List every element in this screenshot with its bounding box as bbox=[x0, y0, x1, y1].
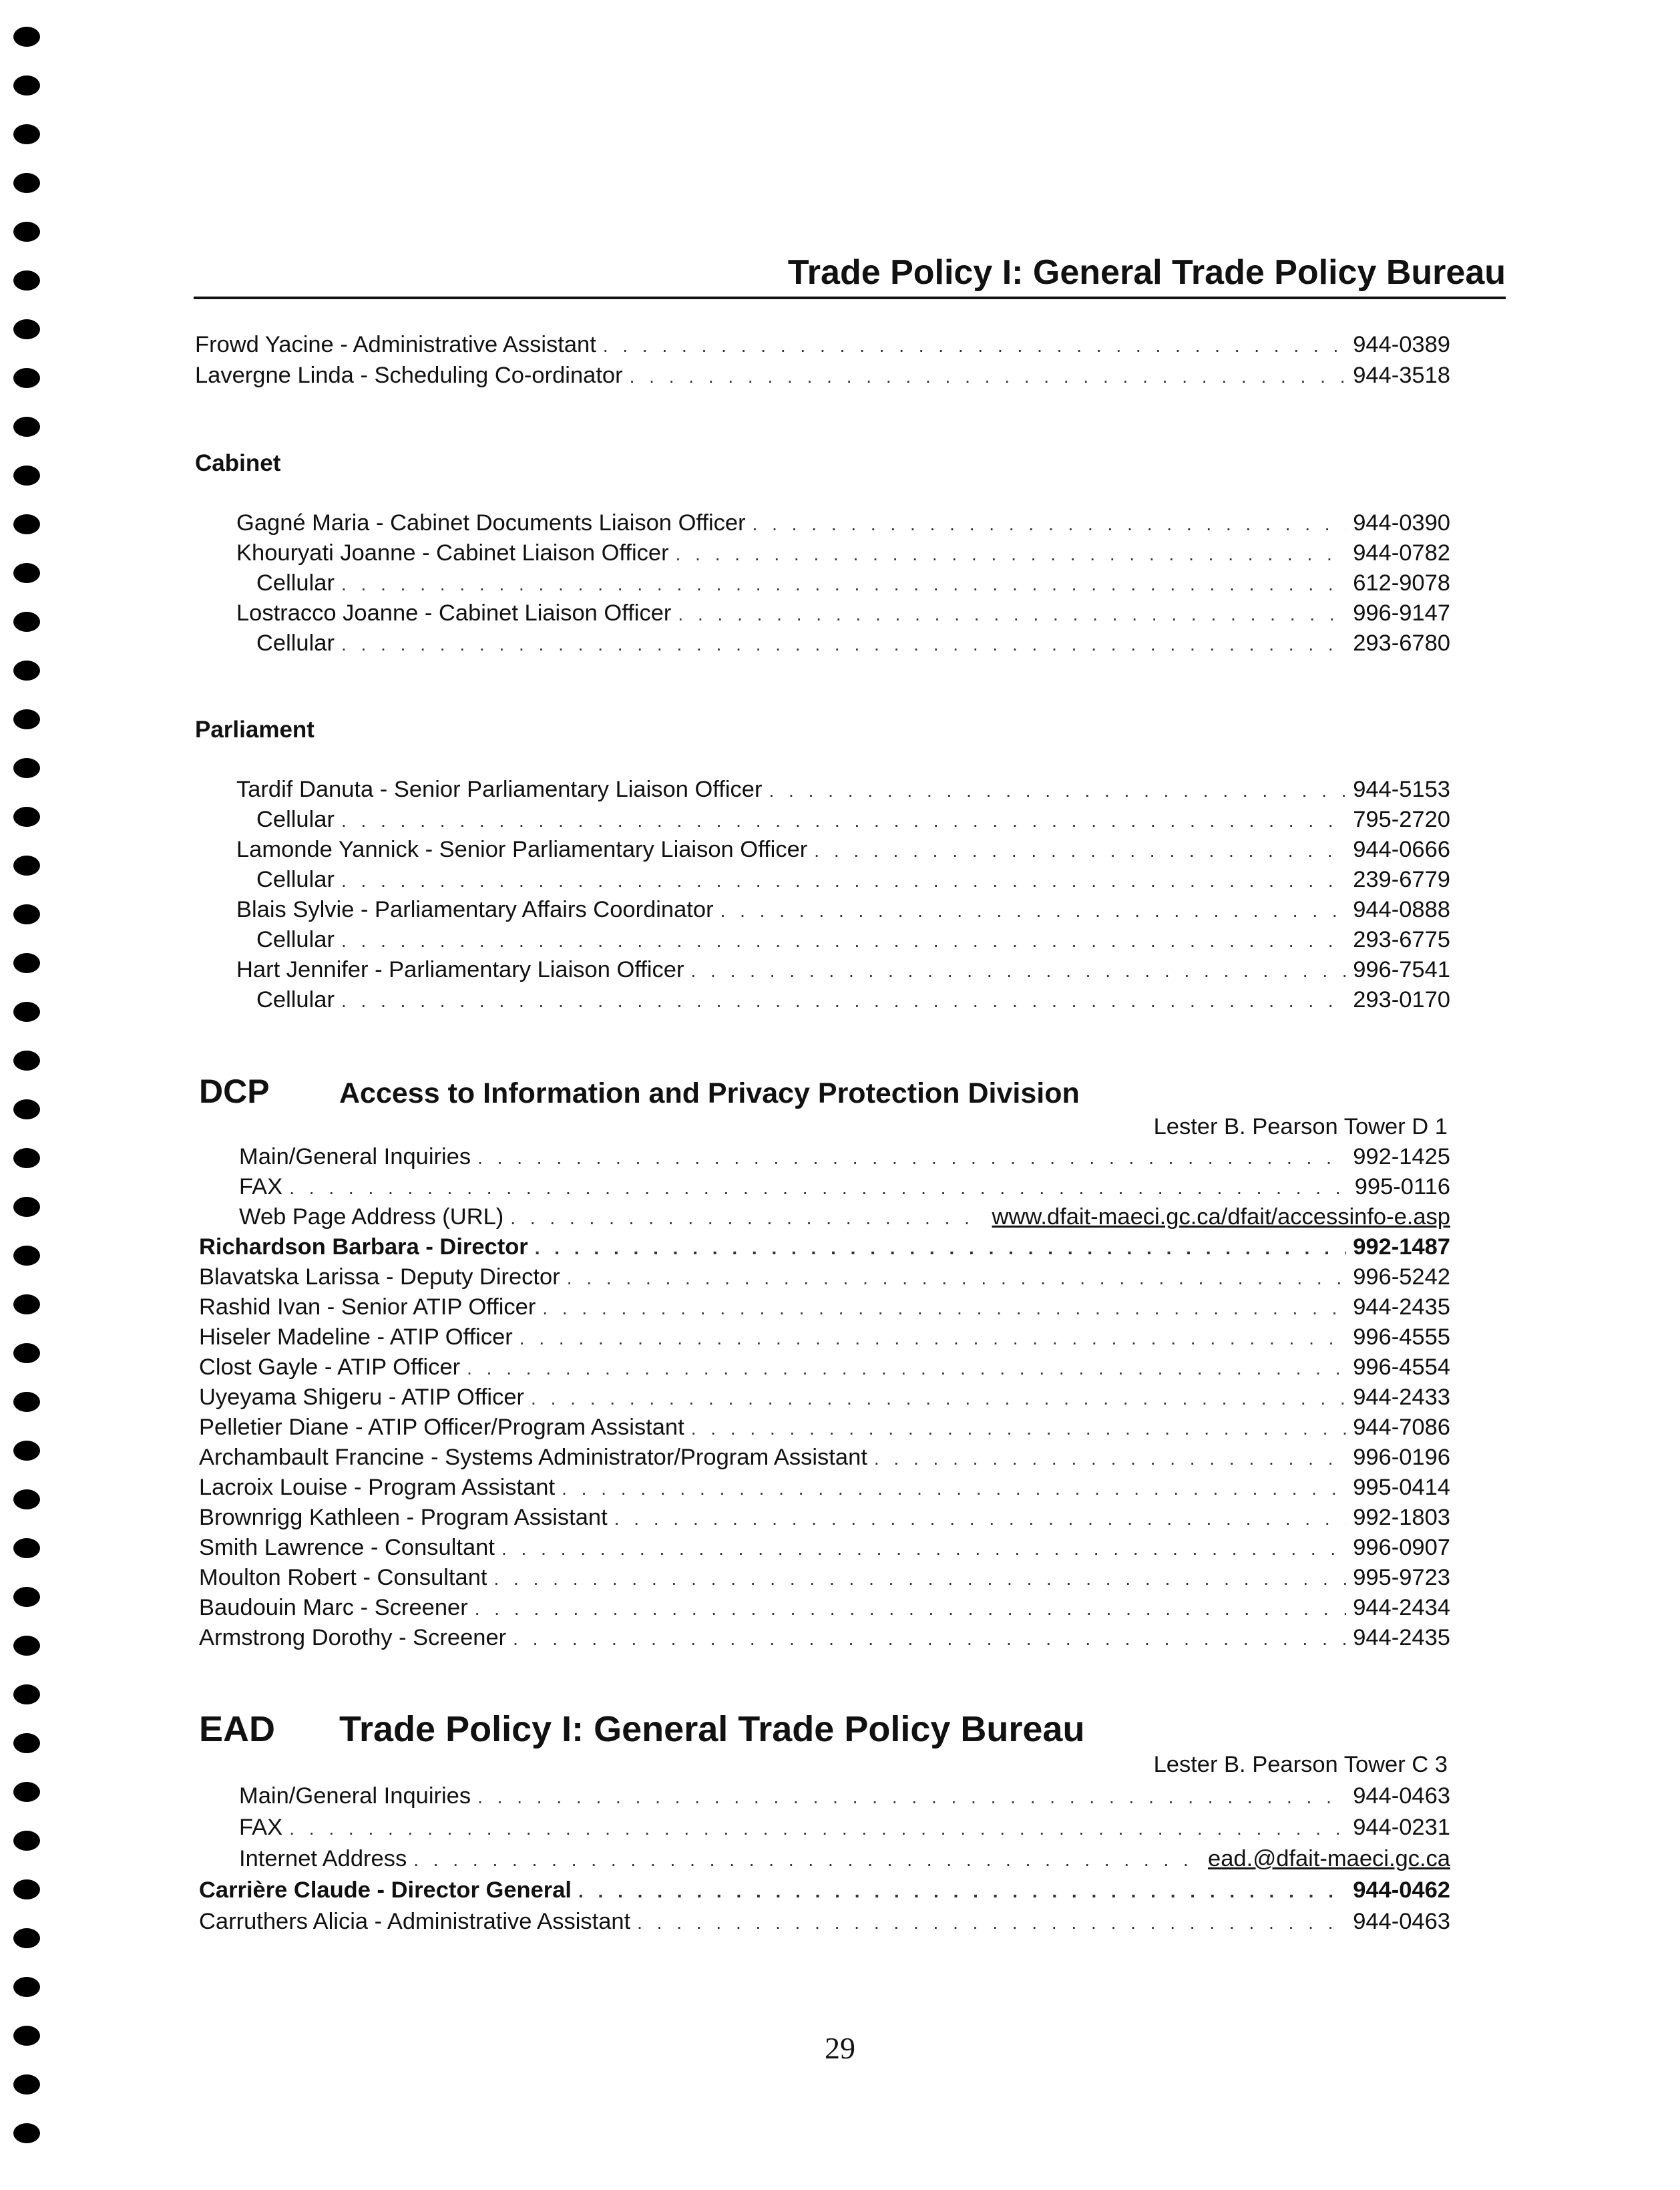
list-item bbox=[199, 1385, 1450, 1414]
entry-phone: 293-6775 bbox=[1353, 927, 1450, 952]
entry-label: Frowd Yacine - Administrative Assistant bbox=[195, 332, 596, 357]
dot-leader bbox=[535, 1238, 1346, 1259]
binder-hole bbox=[13, 563, 40, 583]
binder-hole bbox=[13, 612, 40, 632]
dot-leader bbox=[341, 930, 1346, 952]
binder-hole bbox=[13, 1782, 40, 1802]
entry-label: Main/General Inquiries bbox=[239, 1783, 471, 1809]
entry-label: Armstrong Dorothy - Screener bbox=[199, 1625, 507, 1650]
dot-leader bbox=[691, 1418, 1346, 1439]
binder-hole bbox=[13, 1099, 40, 1119]
entry-label: FAX bbox=[239, 1174, 283, 1200]
list-item bbox=[236, 777, 1450, 806]
entry-label: Smith Lawrence - Consultant bbox=[199, 1535, 495, 1560]
dot-leader bbox=[413, 1849, 1201, 1871]
dot-leader bbox=[289, 1177, 1348, 1199]
list-item bbox=[256, 867, 1450, 896]
binder-hole bbox=[13, 709, 40, 729]
division-title: Access to Information and Privacy Protection Division bbox=[339, 1077, 1080, 1109]
entry-phone: 944-2433 bbox=[1353, 1385, 1450, 1410]
entry-phone: 944-0389 bbox=[1353, 332, 1450, 357]
dot-leader bbox=[562, 1478, 1346, 1499]
list-item bbox=[236, 540, 1450, 570]
dot-leader bbox=[513, 1628, 1346, 1650]
binder-hole bbox=[13, 1636, 40, 1656]
entry-phone: 944-0463 bbox=[1353, 1783, 1450, 1809]
binder-hole bbox=[13, 904, 40, 924]
list-item bbox=[199, 1909, 1450, 1938]
entry-label: Cellular bbox=[256, 927, 335, 952]
binder-hole bbox=[13, 1051, 40, 1071]
binder-hole bbox=[13, 1587, 40, 1607]
list-item bbox=[199, 1475, 1450, 1504]
entry-phone: 239-6779 bbox=[1353, 867, 1450, 892]
entry-phone: 995-0116 bbox=[1354, 1174, 1450, 1200]
dot-leader bbox=[603, 335, 1346, 357]
dot-leader bbox=[678, 604, 1346, 625]
email-link[interactable]: ead.@dfait-maeci.gc.ca bbox=[1208, 1846, 1450, 1871]
entry-phone: 995-9723 bbox=[1353, 1565, 1450, 1590]
list-item bbox=[239, 1144, 1450, 1173]
binder-hole bbox=[13, 1538, 40, 1558]
list-item bbox=[236, 957, 1450, 986]
dot-leader bbox=[720, 900, 1347, 922]
list-item bbox=[199, 1625, 1450, 1654]
entry-phone: 293-0170 bbox=[1353, 987, 1450, 1013]
section-heading-parliament: Parliament bbox=[195, 717, 314, 743]
binder-hole bbox=[13, 1441, 40, 1461]
binder-hole bbox=[13, 2074, 40, 2094]
entry-label: Internet Address bbox=[239, 1846, 407, 1871]
binder-hole bbox=[13, 1684, 40, 1704]
dot-leader bbox=[630, 366, 1347, 387]
entry-phone: 944-0390 bbox=[1353, 510, 1450, 536]
entry-phone: 944-0462 bbox=[1353, 1877, 1450, 1903]
entry-phone: 944-5153 bbox=[1353, 777, 1450, 802]
list-item bbox=[239, 1783, 1450, 1813]
list-item bbox=[239, 1815, 1450, 1844]
dot-leader bbox=[814, 840, 1346, 862]
entry-label: Richardson Barbara - Director bbox=[199, 1234, 528, 1260]
division-location: Lester B. Pearson Tower D 1 bbox=[1153, 1114, 1448, 1139]
binder-hole bbox=[13, 1392, 40, 1412]
entry-phone: 996-5242 bbox=[1353, 1264, 1450, 1290]
dot-leader bbox=[753, 514, 1347, 535]
list-item bbox=[199, 1505, 1450, 1534]
dot-leader bbox=[510, 1208, 985, 1229]
entry-phone: 293-6780 bbox=[1353, 630, 1450, 656]
dot-leader bbox=[614, 1508, 1346, 1529]
list-item bbox=[199, 1234, 1450, 1264]
dot-leader bbox=[769, 780, 1346, 801]
entry-phone: 996-4555 bbox=[1353, 1324, 1450, 1350]
entry-label: Web Page Address (URL) bbox=[239, 1204, 504, 1230]
dot-leader bbox=[477, 1787, 1346, 1808]
entry-phone: 944-3518 bbox=[1353, 363, 1450, 388]
binder-hole bbox=[13, 514, 40, 534]
binder-hole bbox=[13, 1148, 40, 1168]
dot-leader bbox=[874, 1448, 1346, 1469]
division-code: DCP bbox=[199, 1073, 270, 1110]
binder-hole bbox=[13, 1928, 40, 1948]
binder-hole bbox=[13, 27, 40, 47]
division-title: Trade Policy I: General Trade Policy Bureau bbox=[339, 1709, 1085, 1749]
binder-hole bbox=[13, 124, 40, 144]
entry-phone: 995-0414 bbox=[1353, 1475, 1450, 1500]
division-heading-dcp bbox=[199, 1072, 1080, 1112]
binder-hole bbox=[13, 75, 40, 96]
entry-phone: 996-4554 bbox=[1353, 1354, 1450, 1380]
entry-phone: 944-0463 bbox=[1353, 1909, 1450, 1934]
entry-phone: 996-9147 bbox=[1353, 600, 1450, 626]
list-item bbox=[239, 1846, 1450, 1875]
binder-hole bbox=[13, 417, 40, 437]
list-item bbox=[256, 927, 1450, 956]
entry-label: Lavergne Linda - Scheduling Co-ordinator bbox=[195, 363, 623, 388]
dot-leader bbox=[531, 1388, 1346, 1409]
dot-leader bbox=[477, 1147, 1346, 1169]
list-item bbox=[256, 807, 1450, 836]
page-number: 29 bbox=[825, 2031, 855, 2065]
entry-label: Blais Sylvie - Parliamentary Affairs Coordinator bbox=[236, 897, 714, 922]
entry-label: Moulton Robert - Consultant bbox=[199, 1565, 487, 1590]
entry-label: Archambault Francine - Systems Administrator/Program Assistant bbox=[199, 1445, 867, 1470]
page-header bbox=[194, 252, 1506, 299]
binder-hole bbox=[13, 953, 40, 973]
entry-label: Gagné Maria - Cabinet Documents Liaison Officer bbox=[236, 510, 746, 536]
binder-hole bbox=[13, 758, 40, 778]
entry-label: Brownrigg Kathleen - Program Assistant bbox=[199, 1505, 608, 1530]
list-item bbox=[195, 363, 1450, 392]
binder-hole bbox=[13, 1343, 40, 1363]
division-code: EAD bbox=[199, 1709, 276, 1749]
entry-phone: 944-0666 bbox=[1353, 837, 1450, 862]
list-item bbox=[236, 897, 1450, 926]
entry-phone: 944-7086 bbox=[1353, 1415, 1450, 1440]
list-item bbox=[236, 837, 1450, 866]
entry-phone: 992-1425 bbox=[1353, 1144, 1450, 1169]
entry-phone: 992-1487 bbox=[1353, 1234, 1450, 1260]
dot-leader bbox=[341, 990, 1346, 1012]
list-item bbox=[199, 1595, 1450, 1624]
entry-phone: 996-0196 bbox=[1353, 1445, 1450, 1470]
binder-hole bbox=[13, 1831, 40, 1851]
list-item bbox=[199, 1264, 1450, 1294]
binder-hole bbox=[13, 368, 40, 388]
list-item bbox=[199, 1324, 1450, 1354]
entry-label: Hiseler Madeline - ATIP Officer bbox=[199, 1324, 513, 1350]
entry-label: Tardif Danuta - Senior Parliamentary Liaison Officer bbox=[236, 777, 763, 802]
dot-leader bbox=[676, 544, 1347, 565]
dot-leader bbox=[341, 574, 1346, 595]
dot-leader bbox=[289, 1818, 1346, 1839]
list-item bbox=[256, 987, 1450, 1017]
list-item bbox=[199, 1415, 1450, 1444]
list-item bbox=[239, 1204, 1450, 1234]
dot-leader bbox=[501, 1538, 1346, 1560]
binder-hole bbox=[13, 1879, 40, 1899]
dot-leader bbox=[637, 1912, 1346, 1934]
list-item bbox=[199, 1877, 1450, 1907]
entry-phone: 944-0782 bbox=[1353, 540, 1450, 566]
entry-label: Carrière Claude - Director General bbox=[199, 1877, 572, 1903]
binder-hole bbox=[13, 1197, 40, 1217]
binder-hole bbox=[13, 1733, 40, 1753]
binder-hole bbox=[13, 856, 40, 876]
entry-phone: 996-0907 bbox=[1353, 1535, 1450, 1560]
dot-leader bbox=[578, 1881, 1346, 1902]
entry-label: Blavatska Larissa - Deputy Director bbox=[199, 1264, 560, 1290]
dot-leader bbox=[467, 1358, 1346, 1379]
entry-label: Lostracco Joanne - Cabinet Liaison Officer bbox=[236, 600, 672, 626]
entry-label: Cellular bbox=[256, 630, 335, 656]
binder-hole bbox=[13, 807, 40, 827]
entry-label: Uyeyama Shigeru - ATIP Officer bbox=[199, 1385, 525, 1410]
list-item bbox=[256, 570, 1450, 600]
web-page-link[interactable]: www.dfait-maeci.gc.ca/dfait/accessinfo-e.asp bbox=[992, 1204, 1450, 1230]
dot-leader bbox=[690, 960, 1346, 982]
entry-label: Cellular bbox=[256, 867, 335, 892]
entry-phone: 795-2720 bbox=[1353, 807, 1450, 832]
dot-leader bbox=[341, 634, 1346, 655]
entry-label: FAX bbox=[239, 1815, 283, 1840]
entry-phone: 944-2435 bbox=[1353, 1625, 1450, 1650]
binder-hole bbox=[13, 2123, 40, 2143]
binder-hole bbox=[13, 661, 40, 681]
entry-label: Hart Jennifer - Parliamentary Liaison Officer bbox=[236, 957, 684, 982]
list-item bbox=[236, 600, 1450, 630]
entry-phone: 944-2435 bbox=[1353, 1294, 1450, 1320]
entry-label: Carruthers Alicia - Administrative Assistant bbox=[199, 1909, 631, 1934]
binder-hole bbox=[13, 270, 40, 291]
entry-label: Pelletier Diane - ATIP Officer/Program Assistant bbox=[199, 1415, 684, 1440]
list-item bbox=[199, 1565, 1450, 1594]
binder-hole bbox=[13, 173, 40, 193]
entry-phone: 612-9078 bbox=[1353, 570, 1450, 596]
dot-leader bbox=[475, 1598, 1346, 1620]
entry-phone: 944-2434 bbox=[1353, 1595, 1450, 1620]
list-item bbox=[199, 1535, 1450, 1564]
entry-phone: 996-7541 bbox=[1353, 957, 1450, 982]
binder-hole bbox=[13, 1489, 40, 1509]
entry-label: Lamonde Yannick - Senior Parliamentary Liaison Officer bbox=[236, 837, 808, 862]
dot-leader bbox=[493, 1568, 1346, 1590]
list-item bbox=[199, 1354, 1450, 1384]
binding-holes bbox=[7, 27, 47, 2177]
list-item bbox=[199, 1294, 1450, 1324]
list-item bbox=[199, 1445, 1450, 1474]
binder-hole bbox=[13, 319, 40, 339]
binder-hole bbox=[13, 1294, 40, 1314]
entry-label: Baudouin Marc - Screener bbox=[199, 1595, 468, 1620]
entry-label: Cellular bbox=[256, 987, 335, 1013]
binder-hole bbox=[13, 466, 40, 486]
entry-label: Lacroix Louise - Program Assistant bbox=[199, 1475, 556, 1500]
list-item bbox=[256, 630, 1450, 660]
list-item bbox=[236, 510, 1450, 540]
dot-leader bbox=[542, 1298, 1346, 1319]
binder-hole bbox=[13, 222, 40, 242]
entry-phone: 944-0231 bbox=[1353, 1815, 1450, 1840]
page-header-title: Trade Policy I: General Trade Policy Bureau bbox=[787, 253, 1506, 292]
entry-label: Khouryati Joanne - Cabinet Liaison Officer bbox=[236, 540, 669, 566]
entry-label: Rashid Ivan - Senior ATIP Officer bbox=[199, 1294, 536, 1320]
entry-label: Cellular bbox=[256, 807, 335, 832]
dot-leader bbox=[519, 1328, 1346, 1349]
entry-phone: 944-0888 bbox=[1353, 897, 1450, 922]
entry-label: Main/General Inquiries bbox=[239, 1144, 471, 1169]
entry-label: Clost Gayle - ATIP Officer bbox=[199, 1354, 461, 1380]
division-heading-ead bbox=[199, 1708, 1084, 1749]
section-heading-cabinet: Cabinet bbox=[195, 450, 281, 476]
division-location: Lester B. Pearson Tower C 3 bbox=[1153, 1752, 1448, 1777]
entry-phone: 992-1803 bbox=[1353, 1505, 1450, 1530]
binder-hole bbox=[13, 1246, 40, 1266]
dot-leader bbox=[567, 1268, 1346, 1289]
entry-label: Cellular bbox=[256, 570, 335, 596]
list-item bbox=[239, 1174, 1450, 1204]
binder-hole bbox=[13, 1002, 40, 1022]
list-item bbox=[195, 332, 1450, 361]
dot-leader bbox=[341, 810, 1346, 832]
binder-hole bbox=[13, 1977, 40, 1997]
dot-leader bbox=[341, 870, 1346, 892]
